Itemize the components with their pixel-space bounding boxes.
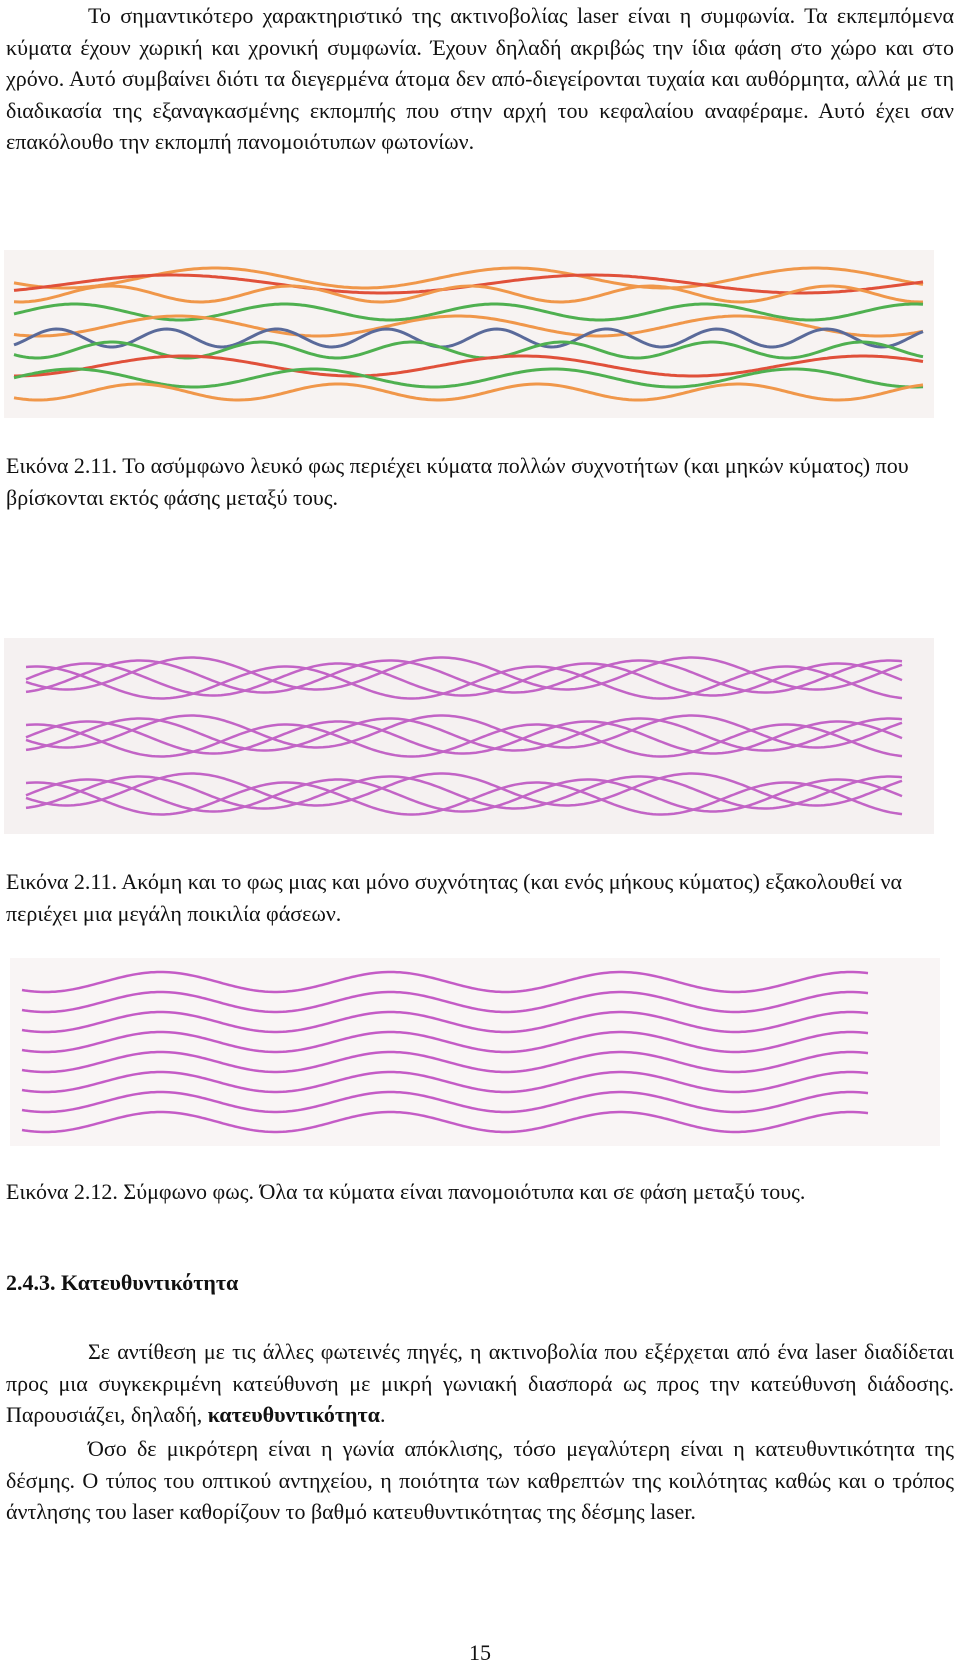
divergence-paragraph: Όσο δε μικρότερη είναι η γωνία απόκλισης, τόσο μεγαλύτερη είναι η κατευθυντικότητα της δέσμης. Ο τύπος του οπτικού αντηχείου, η ποιότητα των καθρεπτών της κοιλότητας καθώς και ο τρόπος άντλησης του laser καθορίζουν το βαθμό κατευθυντικότητας της δέσμης laser. — [6, 1436, 954, 1524]
coherent-wave — [22, 1092, 868, 1112]
figure-caption-incoherent: Εικόνα 2.11. Το ασύμφωνο λευκό φως περιέχει κύματα πολλών συχνοτήτων (και μηκών κύματος) που βρίσκονται εκτός φάσης μεταξύ τους. — [6, 453, 909, 510]
incoherent-wave — [14, 384, 923, 400]
incoherent-white-light-figure — [4, 250, 934, 418]
incoherent-wave — [14, 286, 923, 302]
incoherent-waves-illustration — [4, 250, 934, 418]
directionality-paragraph — [6, 1336, 954, 1431]
coherent-wave — [22, 1112, 868, 1132]
directionality-term: κατευθυντικότητα — [207, 1402, 380, 1427]
single-frequency-phases-figure — [4, 638, 934, 834]
coherent-wave — [22, 1032, 868, 1052]
single-frequency-waves-illustration — [4, 638, 934, 834]
figure-caption-single-frequency: Εικόνα 2.11. Ακόμη και το φως μιας και μόνο συχνότητας (και ενός μήκους κύματος) εξακολουθεί να περιέχει μια μεγάλη ποικιλία φάσεων. — [6, 869, 903, 926]
coherent-wave — [22, 1012, 868, 1032]
incoherent-wave — [14, 329, 923, 347]
coherent-wave — [22, 1052, 868, 1072]
coherent-wave — [22, 1072, 868, 1092]
coherent-light-figure — [10, 958, 940, 1146]
coherence-intro-paragraph: Το σημαντικότερο χαρακτηριστικό της ακτινοβολίας laser είναι η συμφωνία. Τα εκπεμπόμενα κύματα έχουν χωρική και χρονική συμφωνία. Έχουν δηλαδή ακριβώς την ίδια φάση στο χώρο και στο χρόνο. Αυτό συμβαίνει διότι τα διεγερμένα άτομα δεν από-διεγείρονται τυχαία και αυθόρμητα, αλλά με τη διαδικασία της εξαναγκασμένης εκπομπής που στην αρχή του κεφαλαίου αναφέραμε. Αυτό έχει σαν επακόλουθο την εκπομπή πανομοιότυπων φωτονίων. — [6, 3, 954, 154]
incoherent-wave — [14, 275, 923, 293]
directionality-text-start: Σε αντίθεση με τις άλλες φωτεινές πηγές, η ακτινοβολία που εξέρχεται από ένα laser διαδίδεται προς μια συγκεκριμένη κατεύθυνση με μικρή γωνιακή διασπορά ως προς την κατεύθυνση διάδοσης. Παρουσιάζει, δηλαδή, — [6, 1339, 954, 1427]
coherent-waves-illustration — [10, 958, 940, 1146]
figure-caption-coherent: Εικόνα 2.12. Σύμφωνο φως. Όλα τα κύματα είναι πανομοιότυπα και σε φάση μεταξύ τους. — [6, 1179, 806, 1204]
coherent-wave — [22, 992, 868, 1012]
coherent-wave — [22, 972, 868, 992]
section-heading: 2.4.3. Κατευθυντικότητα — [6, 1270, 239, 1295]
directionality-text-end: . — [379, 1402, 386, 1427]
page-number: 15 — [469, 1640, 491, 1665]
